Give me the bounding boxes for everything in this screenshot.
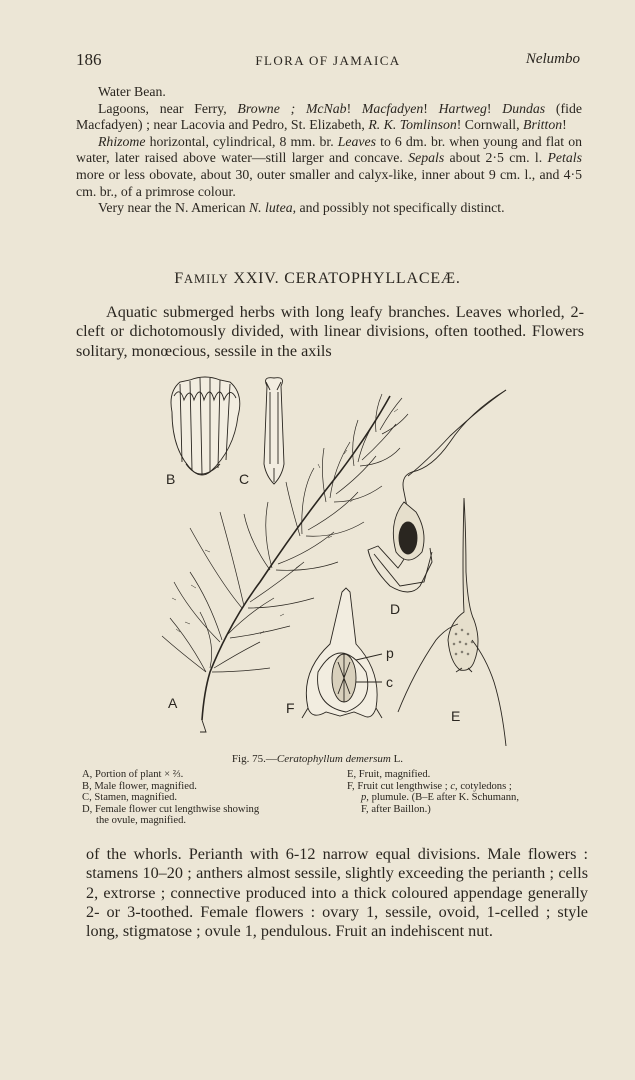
figure-label-a: A <box>168 695 178 711</box>
fruit-section-drawing <box>302 588 382 718</box>
figure-label-b: B <box>166 471 176 487</box>
running-genus: Nelumbo <box>525 51 580 67</box>
common-name: Water Bean. <box>98 84 166 99</box>
legend-d: D, Female flower cut lengthwise showing <box>82 803 260 815</box>
page-number: 186 <box>76 50 102 69</box>
family-heading: FAMILY XXIV. CERATOPHYLLACEÆ. <box>174 270 461 287</box>
family-description: Aquatic submerged herbs with long leafy branches. Leaves whorled, 2-cleft or dichotomously divided, with linear divisions, often toothed. Flowers solitary, monœcious, sessile in the axils <box>76 303 584 360</box>
figure-label-d: D <box>390 601 401 617</box>
page-header <box>76 50 580 72</box>
figure-caption: Fig. 75.—Ceratophyllum demersum L. <box>231 753 404 765</box>
legend-f: F, Fruit cut lengthwise ; c, cotyledons ; <box>347 780 512 792</box>
female-flower-drawing <box>368 390 506 592</box>
figure-label-c: C <box>239 471 250 487</box>
legend-b: B, Male flower, magnified. <box>82 780 197 792</box>
running-title: FLORA OF JAMAICA <box>255 53 401 68</box>
note-paragraph: Very near the N. American N. lutea, and possibly not specifically distinct. <box>98 200 505 216</box>
figure-label-c-cotyledon: c <box>386 674 393 690</box>
figure-label-f: F <box>286 700 295 716</box>
stamen-drawing <box>264 378 284 484</box>
botanical-illustration <box>150 372 520 752</box>
morphology-paragraph: Rhizome horizontal, cylindrical, 8 mm. br. Leaves to 6 dm. br. when young and flat on water, later raised above water—still larger and concave. Sepals about 2·5 cm. l. Petals more or less obovate, about 30, outer smaller and calyx-like, inner about 9 cm. l., and 4·5 cm. br., of a primrose colour. <box>76 133 582 199</box>
legend-a: A, Portion of plant × ⅔. <box>82 769 184 780</box>
legend-f-credit: F, after Baillon.) <box>361 803 431 815</box>
legend-c: C, Stamen, magnified. <box>82 792 178 804</box>
figure-label-e: E <box>451 708 461 724</box>
male-flower-drawing <box>171 377 240 475</box>
ceratophyllum-figure <box>150 372 520 752</box>
legend-d-cont: the ovule, magnified. <box>96 815 187 827</box>
family-description-continued: of the whorls. Perianth with 6-12 narrow equal divisions. Male flowers : stamens 10–20 ; anthers almost sessile, slightly exceeding the perianth ; cells 2, extrorse ; connective produced into a thick coloured appendage generally 2- or 3-toothed. Female flowers : ovary 1, sessile, ovoid, 1-celled ; style long, stigmatose ; ovule 1, pendulous. Fruit an indehiscent nut. <box>86 845 588 941</box>
species-description <box>76 84 582 217</box>
localities-paragraph: Lagoons, near Ferry, Browne ; McNab! Macfadyen! Hartweg! Dundas (fide Macfadyen) ; near Lacovia and Pedro, St. Elizabeth, R. K. Tomlinson! Cornwall, Britton! <box>76 100 582 133</box>
legend-e: E, Fruit, magnified. <box>347 769 431 780</box>
legend-f-cont: p, plumule. (B–E after K. Schumann, <box>361 792 519 804</box>
figure-label-p: p <box>386 645 394 661</box>
